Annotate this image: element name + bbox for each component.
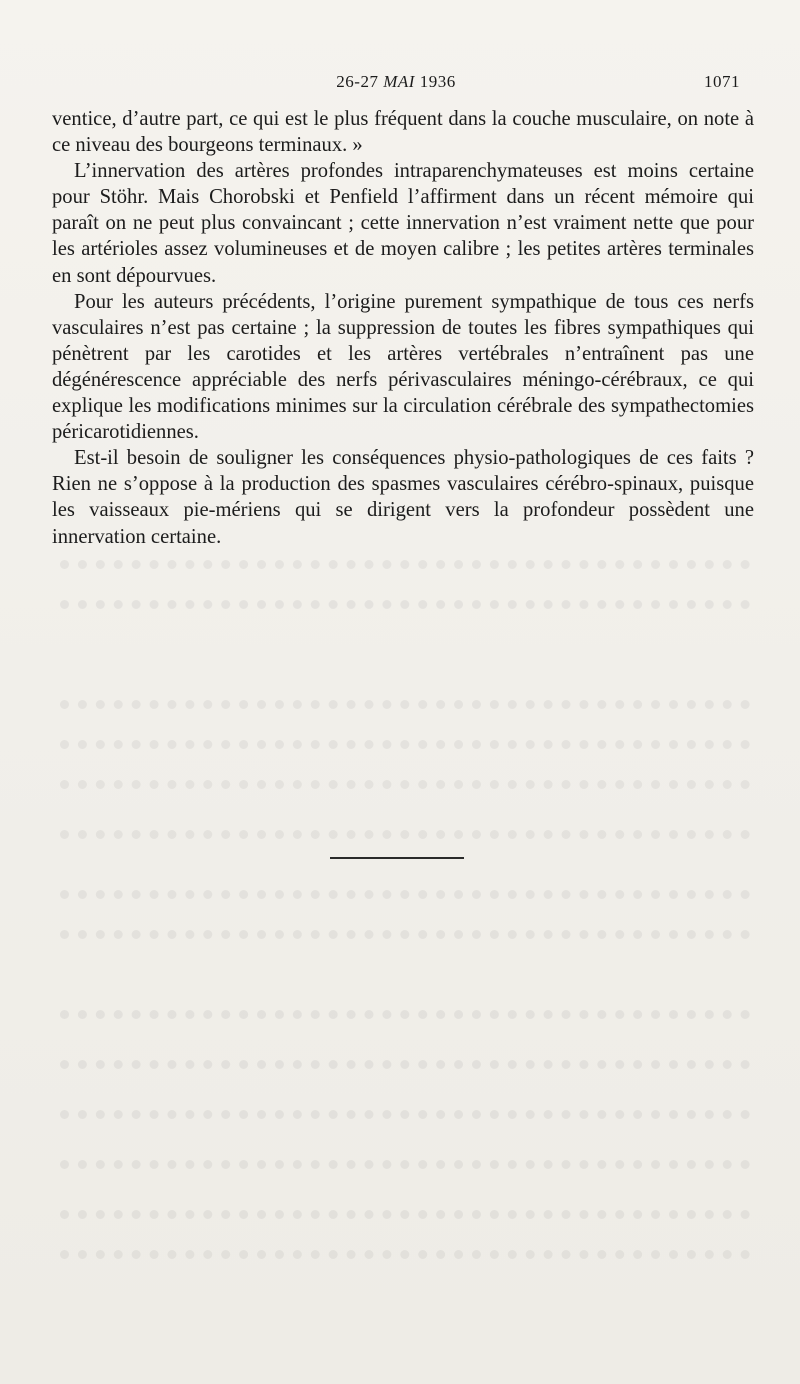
show-through <box>60 780 750 789</box>
show-through <box>60 560 750 569</box>
date-year: 1936 <box>414 72 456 91</box>
show-through <box>60 1010 750 1019</box>
show-through <box>60 830 750 839</box>
paragraph: Est-il besoin de souligner les conséquences physio-pathologiques de ces faits ? Rien ne s’oppose à la production des spasmes vasculaires cérébro-spinaux, puisque les vaisseaux pie-mériens qui se dirigent vers la profondeur possèdent une innervation certaine. <box>52 447 754 548</box>
page-number: 1071 <box>704 72 740 91</box>
date-days: 26-27 <box>336 72 384 91</box>
show-through <box>60 740 750 749</box>
show-through <box>60 1110 750 1119</box>
paragraph: L’innervation des artères profondes intraparenchymateuses est moins certaine pour Stöhr. Mais Chorobski et Penfield l’affirment dans un récent mémoire qui paraît on ne peut plus convaincant ; cette innervation n’est vraiment nette que pour les artérioles assez volumineuses et de moyen calibre ; les petites artères terminales en sont dépourvues. <box>52 160 754 287</box>
issue-date <box>52 72 740 92</box>
show-through <box>60 1250 750 1259</box>
article-body <box>52 106 754 550</box>
show-through <box>60 890 750 899</box>
date-month: MAI <box>383 72 415 91</box>
show-through <box>60 600 750 609</box>
show-through <box>60 930 750 939</box>
show-through <box>60 700 750 709</box>
section-end-rule <box>330 857 464 859</box>
paragraph: ventice, d’autre part, ce qui est le plus fréquent dans la couche musculaire, on note à ce niveau des bourgeons terminaux. » <box>52 108 754 157</box>
paragraph: Pour les auteurs précédents, l’origine purement sympathique de tous ces nerfs vasculaires n’est pas certaine ; la suppression de toutes les fibres sympathiques qui pénètrent par les carotides et les artères vertébrales n’entraînent pas une dégénérescence appréciable des nerfs périvasculaires méningo-cérébraux, ce qui explique les modifications minimes sur la circulation cérébrale des sympathectomies péricarotidiennes. <box>52 290 754 444</box>
show-through <box>60 1160 750 1169</box>
show-through <box>60 1060 750 1069</box>
show-through <box>60 1210 750 1219</box>
running-header <box>52 72 740 98</box>
